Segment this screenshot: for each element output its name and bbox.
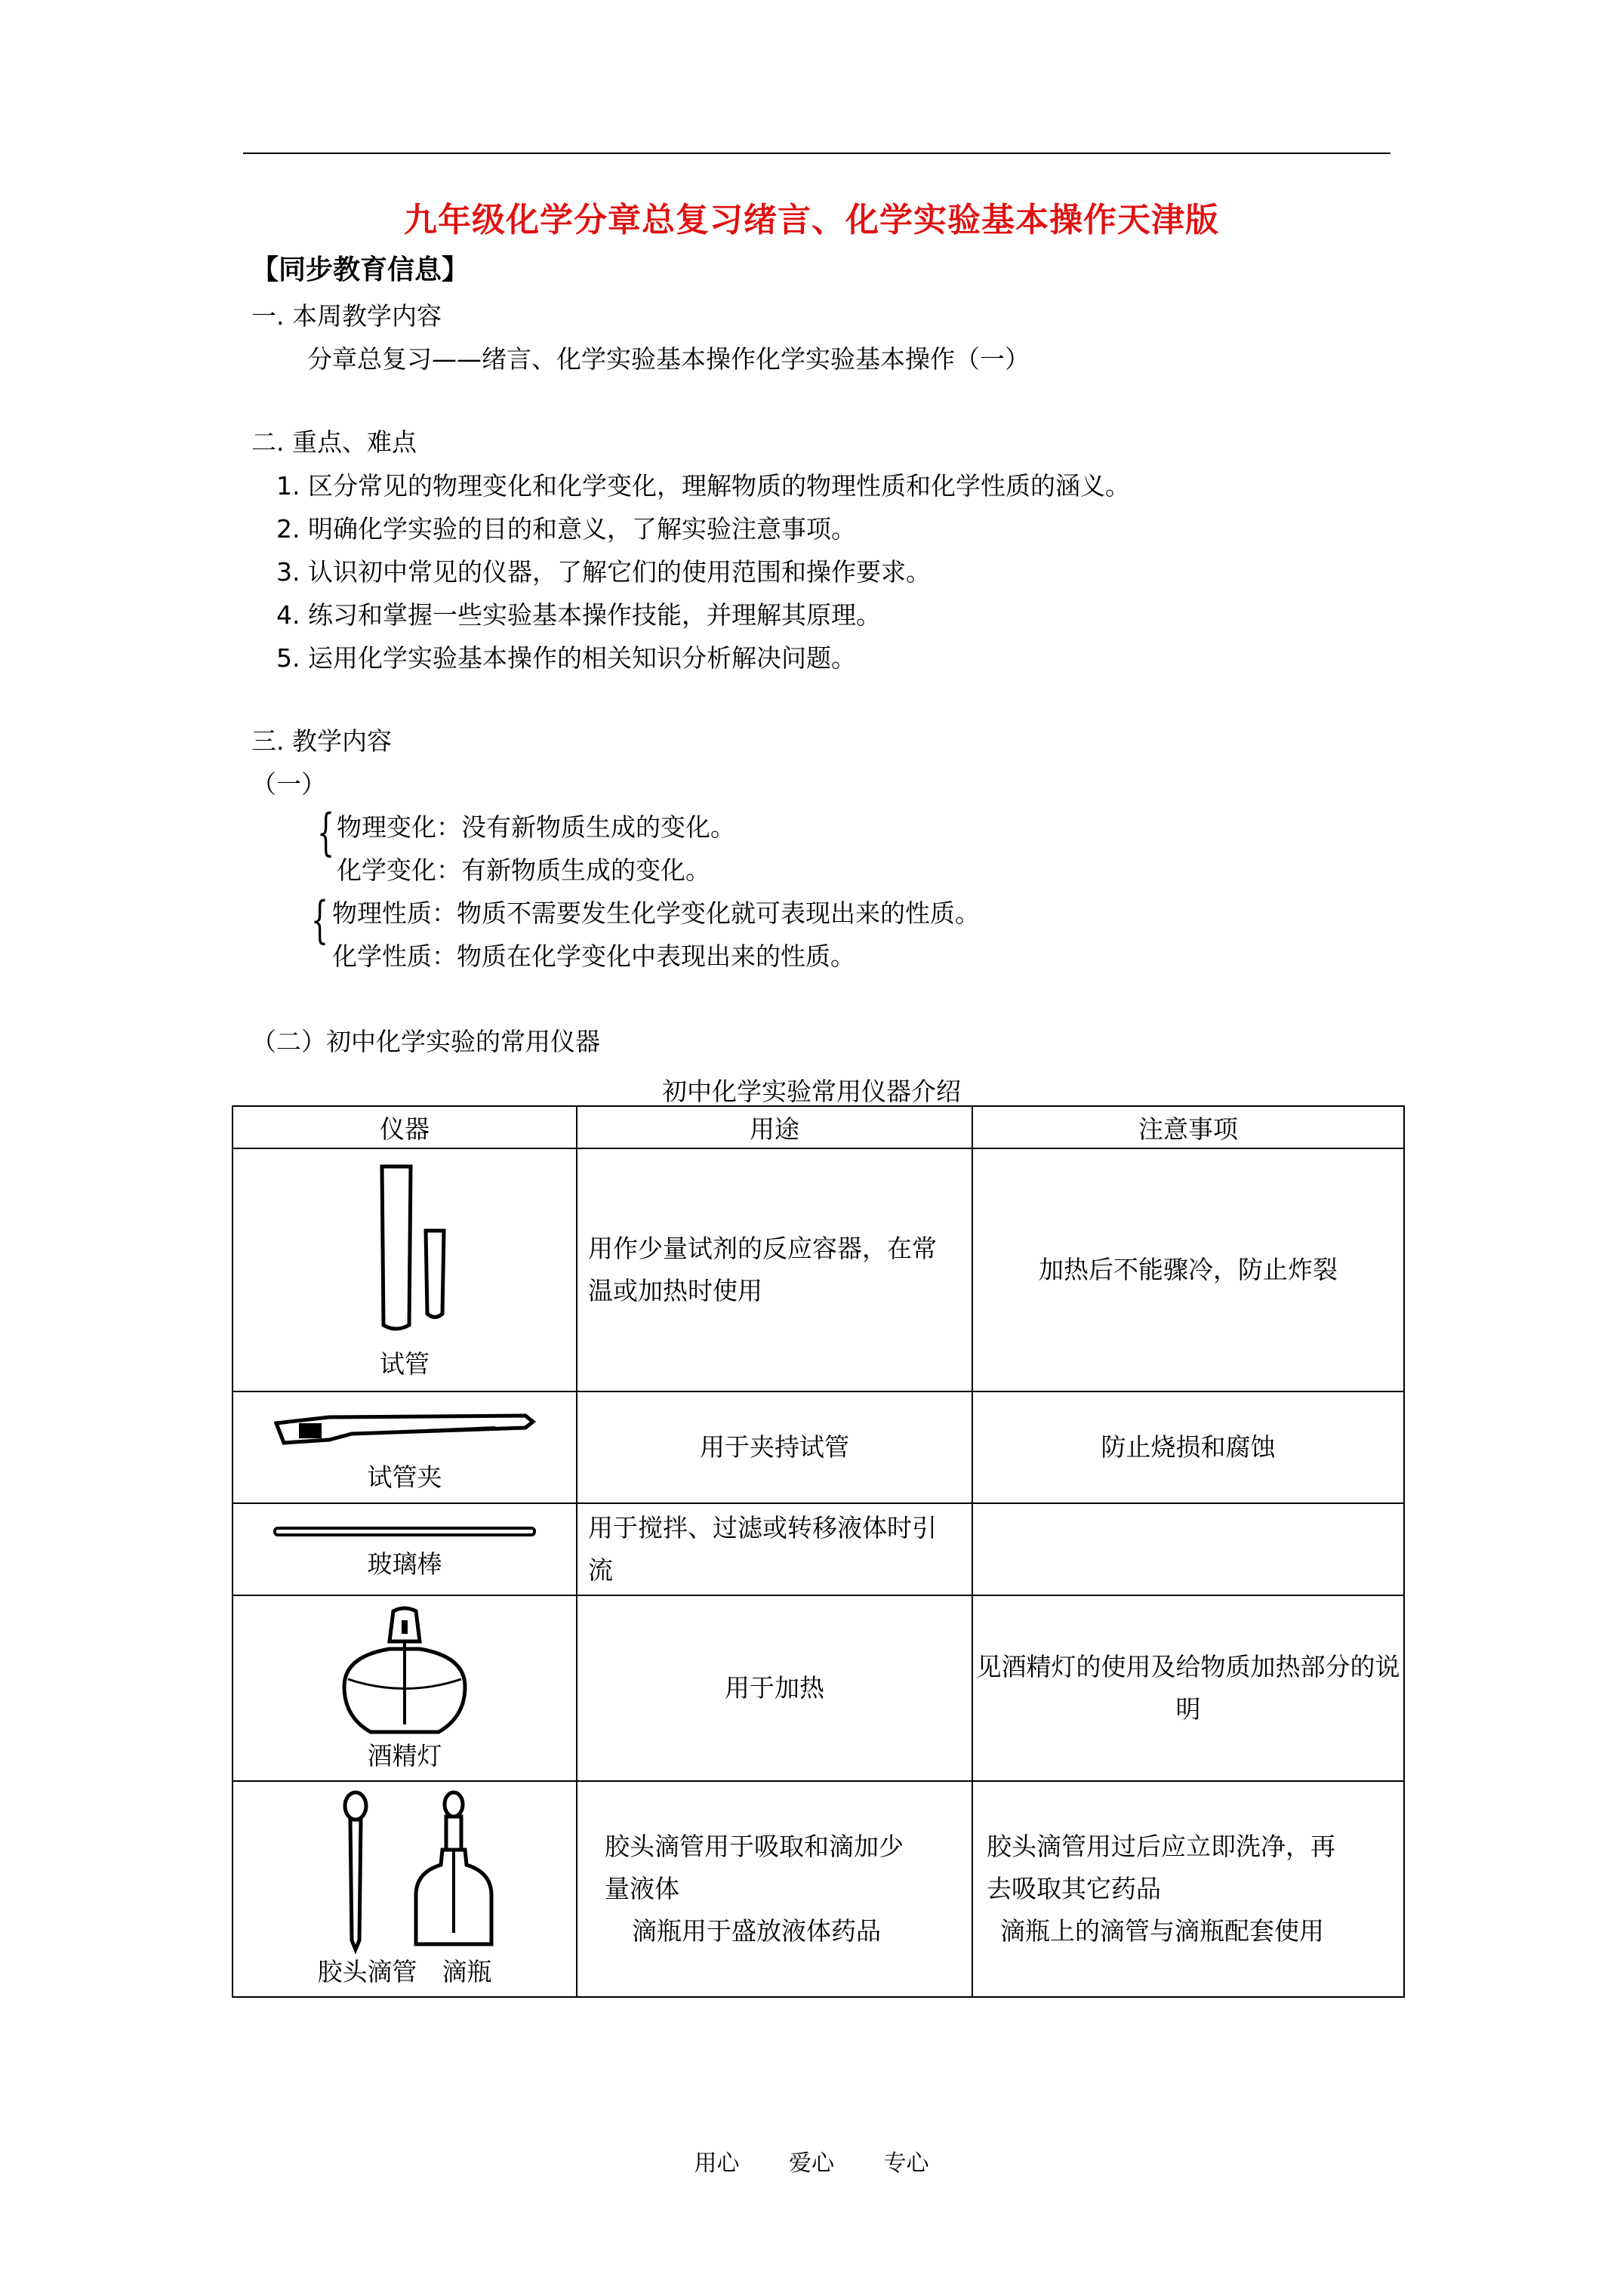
document-title: 九年级化学分章总复习绪言、化学实验基本操作天津版	[404, 201, 1219, 239]
definition: 化学变化：有新物质生成的变化。	[337, 855, 710, 885]
definition: 化学性质：物质在化学变化中表现出来的性质。	[332, 942, 855, 971]
use-cell: 用于夹持试管	[577, 1391, 972, 1503]
section2-heading: 二. 重点、难点	[251, 427, 417, 457]
header-note: 注意事项	[972, 1106, 1404, 1148]
list-item: 2. 明确化学实验的目的和意义，了解实验注意事项。	[276, 514, 856, 544]
footer-text: 用心	[694, 2150, 740, 2177]
header-use: 用途	[577, 1106, 972, 1148]
header-rule	[243, 153, 1390, 154]
use-cell: 用于加热	[577, 1595, 972, 1781]
note-cell	[972, 1503, 1404, 1595]
table-caption: 初中化学实验常用仪器介绍	[662, 1077, 961, 1106]
test-tube-clamp-icon	[269, 1401, 540, 1461]
note-line: 胶头滴管用过后应立即洗净，再	[987, 1832, 1335, 1861]
table-row	[233, 1595, 1404, 1781]
use-line: 胶头滴管用于吸取和滴加少	[605, 1832, 904, 1861]
use-cell: 用作少量试剂的反应容器，在常温或加热时使用	[577, 1148, 972, 1391]
table-header-row	[233, 1106, 1404, 1148]
test-tube-icon	[329, 1159, 480, 1348]
table-row	[233, 1781, 1404, 1997]
subsection-2: （二）初中化学实验的常用仪器	[251, 1027, 600, 1056]
brace-property: {	[311, 891, 329, 949]
dropper-and-bottle-icon	[291, 1789, 518, 1955]
header-instrument: 仪器	[233, 1106, 577, 1148]
note-line: 滴瓶上的滴管与滴瓶配套使用	[1000, 1916, 1324, 1946]
table-row	[233, 1503, 1404, 1595]
sync-header: 【同步教育信息】	[251, 254, 470, 285]
list-item: 3. 认识初中常见的仪器，了解它们的使用范围和操作要求。	[276, 557, 931, 587]
instrument-name: 试管	[380, 1349, 430, 1379]
list-item: 4. 练习和掌握一些实验基本操作技能，并理解其原理。	[276, 600, 881, 630]
glass-rod-icon	[269, 1518, 540, 1548]
footer-text: 专心	[883, 2150, 929, 2177]
table-row	[233, 1148, 1404, 1391]
section1-heading: 一. 本周教学内容	[251, 301, 442, 331]
instrument-table	[232, 1105, 1405, 1998]
alcohol-lamp-icon	[329, 1604, 480, 1740]
use-cell: 用于搅拌、过滤或转移液体时引流	[577, 1503, 972, 1595]
instrument-name: 胶头滴管 滴瓶	[317, 1957, 492, 1986]
subsection-1: （一）	[251, 769, 326, 799]
page-footer	[0, 2144, 1623, 2177]
instrument-name: 酒精灯	[367, 1741, 442, 1771]
use-line: 量液体	[605, 1874, 679, 1903]
definition: 物理变化：没有新物质生成的变化。	[337, 812, 735, 842]
note-cell	[972, 1781, 1404, 1997]
list-item: 1. 区分常见的物理变化和化学变化，理解物质的物理性质和化学性质的涵义。	[276, 471, 1130, 501]
section3-heading: 三. 教学内容	[251, 726, 392, 756]
note-cell: 防止烧损和腐蚀	[972, 1391, 1404, 1503]
instrument-name: 试管夹	[367, 1462, 442, 1492]
instrument-name: 玻璃棒	[367, 1549, 442, 1579]
use-line: 滴瓶用于盛放液体药品	[632, 1916, 881, 1946]
note-line: 去吸取其它药品	[987, 1874, 1161, 1903]
use-cell	[577, 1781, 972, 1997]
footer-text: 爱心	[789, 2150, 834, 2177]
list-item: 5. 运用化学实验基本操作的相关知识分析解决问题。	[276, 643, 856, 673]
definition: 物理性质：物质不需要发生化学变化就可表现出来的性质。	[332, 898, 980, 928]
note-cell: 见酒精灯的使用及给物质加热部分的说明	[972, 1595, 1404, 1781]
table-row	[233, 1391, 1404, 1503]
section1-content: 分章总复习——绪言、化学实验基本操作化学实验基本操作（一）	[307, 344, 1030, 374]
note-cell: 加热后不能骤冷，防止炸裂	[972, 1148, 1404, 1391]
brace-change: {	[317, 803, 335, 861]
